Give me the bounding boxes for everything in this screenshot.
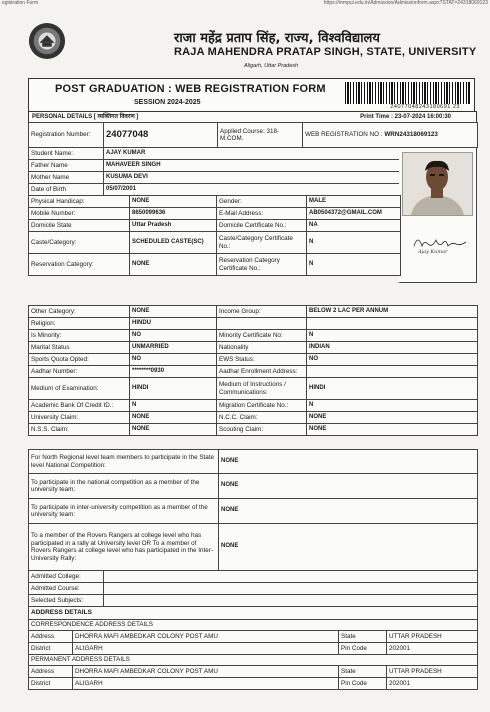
email-label: E-Mail Address: — [217, 208, 307, 220]
claim-rovers-rangers-label: To a member of the Rovers Rangers at college level who has participated in a rally at University level OR To a member of Rovers Rangers at college level who has participated in the Inter-University Rally: — [29, 524, 219, 571]
sports-quota-label: Sports Quota Opted: — [29, 354, 130, 366]
dob-label: Date of Birth — [29, 184, 104, 196]
admitted-course-label: Admitted Course: — [29, 583, 104, 595]
admitted-college-value — [104, 571, 478, 583]
aadhar-number-label: Aadhar Number: — [29, 366, 130, 378]
reservation-category-value: NONE — [130, 254, 217, 276]
migration-cert-label: Migration Certificate No.: — [217, 400, 307, 412]
student-photo-image — [403, 153, 472, 215]
ncc-claim-value: NONE — [307, 412, 478, 424]
reservation-category-label: Reservation Category: — [29, 254, 130, 276]
other-category-label: Other Category: — [29, 306, 130, 318]
corr-address-label: Address — [29, 631, 73, 643]
table-row — [29, 583, 478, 595]
perm-pincode-value: 202001 — [387, 678, 478, 690]
perm-state-value: UTTAR PRADESH — [387, 666, 478, 678]
father-name-label: Father Name — [29, 160, 104, 172]
student-name-value: AJAY KUMAR — [104, 148, 401, 160]
aadhar-address-value — [307, 366, 478, 378]
nss-claim-label: N.S.S. Claim: — [29, 424, 130, 436]
scouting-claim-value: NONE — [307, 424, 478, 436]
registration-table — [28, 122, 478, 148]
perm-district-value: ALIGARH — [73, 678, 339, 690]
permanent-address-title: PERMANENT ADDRESS DETAILS — [29, 655, 478, 666]
admitted-college-label: Admitted College: — [29, 571, 104, 583]
religion-blank-value — [307, 318, 478, 330]
caste-cert-label: Caste/Category Certificate No.: — [217, 232, 307, 254]
abc-id-value: N — [130, 400, 217, 412]
table-row — [29, 342, 478, 354]
university-location: Aligarh, Uttar Pradesh — [244, 63, 299, 69]
web-registration-value: WRN24318069123 — [384, 131, 438, 139]
address-details-title: ADDRESS DETAILS — [29, 607, 478, 620]
claim-inter-university-value: NONE — [219, 499, 478, 524]
form-session: SESSION 2024-2025 — [134, 99, 201, 106]
table-row — [29, 148, 401, 160]
table-row — [29, 330, 478, 342]
barcode-number: 24077048243180691 23 — [390, 104, 460, 110]
student-name-label: Student Name: — [29, 148, 104, 160]
university-header — [24, 16, 477, 76]
browser-bar — [0, 0, 490, 8]
university-claim-value: NONE — [130, 412, 217, 424]
father-name-value: MAHAVEER SINGH — [104, 160, 401, 172]
table-row — [29, 595, 478, 607]
ews-status-label: EWS Status: — [217, 354, 307, 366]
table-row — [29, 655, 478, 666]
perm-district-label: District — [29, 678, 73, 690]
marital-status-value: UNMARRIED — [130, 342, 217, 354]
claim-national-label: To participate in the national competition as a member of the university team: — [29, 474, 219, 499]
sports-quota-value: NO — [130, 354, 217, 366]
registration-number-value: 24077048 — [104, 123, 218, 148]
gender-label: Gender: — [217, 196, 307, 208]
mother-name-label: Mother Name — [29, 172, 104, 184]
gender-value: MALE — [307, 196, 401, 208]
caste-value: SCHEDULED CASTE(SC) — [130, 232, 217, 254]
income-group-label: Income Group: — [217, 306, 307, 318]
perm-address-label: Address — [29, 666, 73, 678]
table-row — [29, 354, 478, 366]
corr-pincode-label: Pin Code — [339, 643, 387, 655]
corr-address-value: DHORRA MAFI AMBEDKAR COLONY POST AMU — [73, 631, 339, 643]
ncc-claim-label: N.C.C. Claim: — [217, 412, 307, 424]
table-row — [29, 306, 478, 318]
corr-state-value: UTTAR PRADESH — [387, 631, 478, 643]
migration-cert-value: N — [307, 400, 478, 412]
table-row — [29, 607, 478, 620]
browser-page-title: egistration Form — [2, 0, 39, 6]
web-registration — [303, 123, 478, 148]
table-row — [29, 450, 478, 474]
claim-north-regional-label: For North Regional level team members to participate in the State level National Competition: — [29, 450, 219, 474]
table-row — [29, 571, 478, 583]
admitted-table — [28, 570, 478, 607]
university-name-english: RAJA MAHENDRA PRATAP SINGH, STATE, UNIVERSITY — [174, 46, 477, 58]
selected-subjects-label: Selected Subjects: — [29, 595, 104, 607]
claim-inter-university-label: To participate in inter-university competition as a member of the university team: — [29, 499, 219, 524]
web-registration-label: WEB REGISTRATION NO : — [305, 131, 385, 139]
address-table — [28, 606, 478, 690]
table-row — [29, 631, 478, 643]
print-time: Print Time : 23-07-2024 16:00:30 — [360, 114, 451, 120]
table-row — [29, 208, 401, 220]
signature-text: Ajay Kumar — [418, 249, 448, 255]
table-row — [29, 412, 478, 424]
corr-state-label: State — [339, 631, 387, 643]
university-logo-icon — [28, 22, 66, 60]
table-row — [29, 172, 401, 184]
claim-national-value: NONE — [219, 474, 478, 499]
physical-handicap-value: NONE — [130, 196, 217, 208]
claim-rovers-rangers-value: NONE — [219, 524, 478, 571]
table-row — [29, 378, 478, 400]
domicile-state-value: Uttar Pradesh — [130, 220, 217, 232]
medium-instruction-label: Medium of Instructions / Communications: — [217, 378, 307, 400]
form-title: POST GRADUATION : WEB REGISTRATION FORM — [55, 83, 326, 95]
dob-value: 05/07/2001 — [104, 184, 401, 196]
nationality-value: INDIAN — [307, 342, 478, 354]
corr-district-value: ALIGARH — [73, 643, 339, 655]
selected-subjects-value — [104, 595, 478, 607]
personal-pairs-table — [28, 195, 401, 276]
other-category-value: NONE — [130, 306, 217, 318]
religion-blank-label — [217, 318, 307, 330]
claim-north-regional-value: NONE — [219, 450, 478, 474]
table-row — [29, 366, 478, 378]
signature-image — [410, 228, 470, 256]
mother-name-value: KUSUMA DEVI — [104, 172, 401, 184]
table-row — [29, 474, 478, 499]
university-claim-label: University Claim: — [29, 412, 130, 424]
applied-course: Applied Course: 318-M.COM. — [218, 123, 303, 148]
table-row — [29, 160, 401, 172]
personal-pairs-table-2 — [28, 305, 478, 436]
email-value: AB0504372@GMAIL.COM — [307, 208, 401, 220]
religion-value: HINDU — [130, 318, 217, 330]
aadhar-address-label: Aadhar Enrollment Address: — [217, 366, 307, 378]
corr-pincode-value: 202001 — [387, 643, 478, 655]
barcode-icon — [345, 82, 471, 104]
domicile-cert-label: Domicile Certificate No.: — [217, 220, 307, 232]
table-row — [29, 196, 401, 208]
medium-instruction-value: HINDI — [307, 378, 478, 400]
perm-address-value: DHORRA MAFI AMBEDKAR COLONY POST AMU — [73, 666, 339, 678]
religion-label: Religion: — [29, 318, 130, 330]
abc-id-label: Academic Bank Of Credit ID.: — [29, 400, 130, 412]
minority-cert-value: N — [307, 330, 478, 342]
student-photo — [402, 152, 473, 216]
caste-cert-value: N — [307, 232, 401, 254]
reservation-cert-label: Reservation Category Certificate No.: — [217, 254, 307, 276]
domicile-cert-value: NA — [307, 220, 401, 232]
table-row — [29, 643, 478, 655]
is-minority-value: NO — [130, 330, 217, 342]
perm-pincode-label: Pin Code — [339, 678, 387, 690]
form-title-box — [28, 78, 475, 113]
corr-district-label: District — [29, 643, 73, 655]
medium-exam-label: Medium of Examination: — [29, 378, 130, 400]
medium-exam-value: HINDI — [130, 378, 217, 400]
marital-status-label: Marital Status — [29, 342, 130, 354]
caste-label: Caste/Category: — [29, 232, 130, 254]
table-row — [29, 254, 401, 276]
ews-status-value: NO — [307, 354, 478, 366]
personal-name-table — [28, 147, 401, 196]
nationality-label: Nationality — [217, 342, 307, 354]
admitted-course-value — [104, 583, 478, 595]
reservation-cert-value: N — [307, 254, 401, 276]
aadhar-number-value: ********0930 — [130, 366, 217, 378]
table-row — [29, 184, 401, 196]
claims-table — [28, 449, 478, 571]
table-row — [29, 499, 478, 524]
scouting-claim-label: Scouting Claim: — [217, 424, 307, 436]
domicile-state-label: Domicile State — [29, 220, 130, 232]
table-row — [29, 400, 478, 412]
university-name-hindi: राजा महेंद्र प्रताप सिंह, राज्य, विश्वविद्यालय — [174, 31, 380, 46]
minority-cert-label: Minority Certificate No: — [217, 330, 307, 342]
is-minority-label: Is Minority: — [29, 330, 130, 342]
table-row — [29, 318, 478, 330]
physical-handicap-label: Physical Handicap: — [29, 196, 130, 208]
table-row — [29, 620, 478, 631]
perm-state-label: State — [339, 666, 387, 678]
nss-claim-value: NONE — [130, 424, 217, 436]
table-row — [29, 666, 478, 678]
registration-number-label: Registration Number: — [29, 123, 104, 148]
mobile-value: 8650099636 — [130, 208, 217, 220]
correspondence-address-title: CORRESPONDENCE ADDRESS DETAILS — [29, 620, 478, 631]
personal-details-title: PERSONAL DETAILS [ व्यक्तिगत विवरण ] — [32, 114, 139, 120]
table-row — [29, 524, 478, 571]
table-row — [29, 220, 401, 232]
income-group-value: BELOW 2 LAC PER ANNUM — [307, 306, 478, 318]
table-row — [29, 232, 401, 254]
browser-url: https://mmpui.edu.in/Admission/Admissionform.aspx?STAT=24318069123 — [323, 0, 488, 6]
table-row — [29, 424, 478, 436]
table-row — [29, 678, 478, 690]
mobile-label: Mobile Number: — [29, 208, 130, 220]
